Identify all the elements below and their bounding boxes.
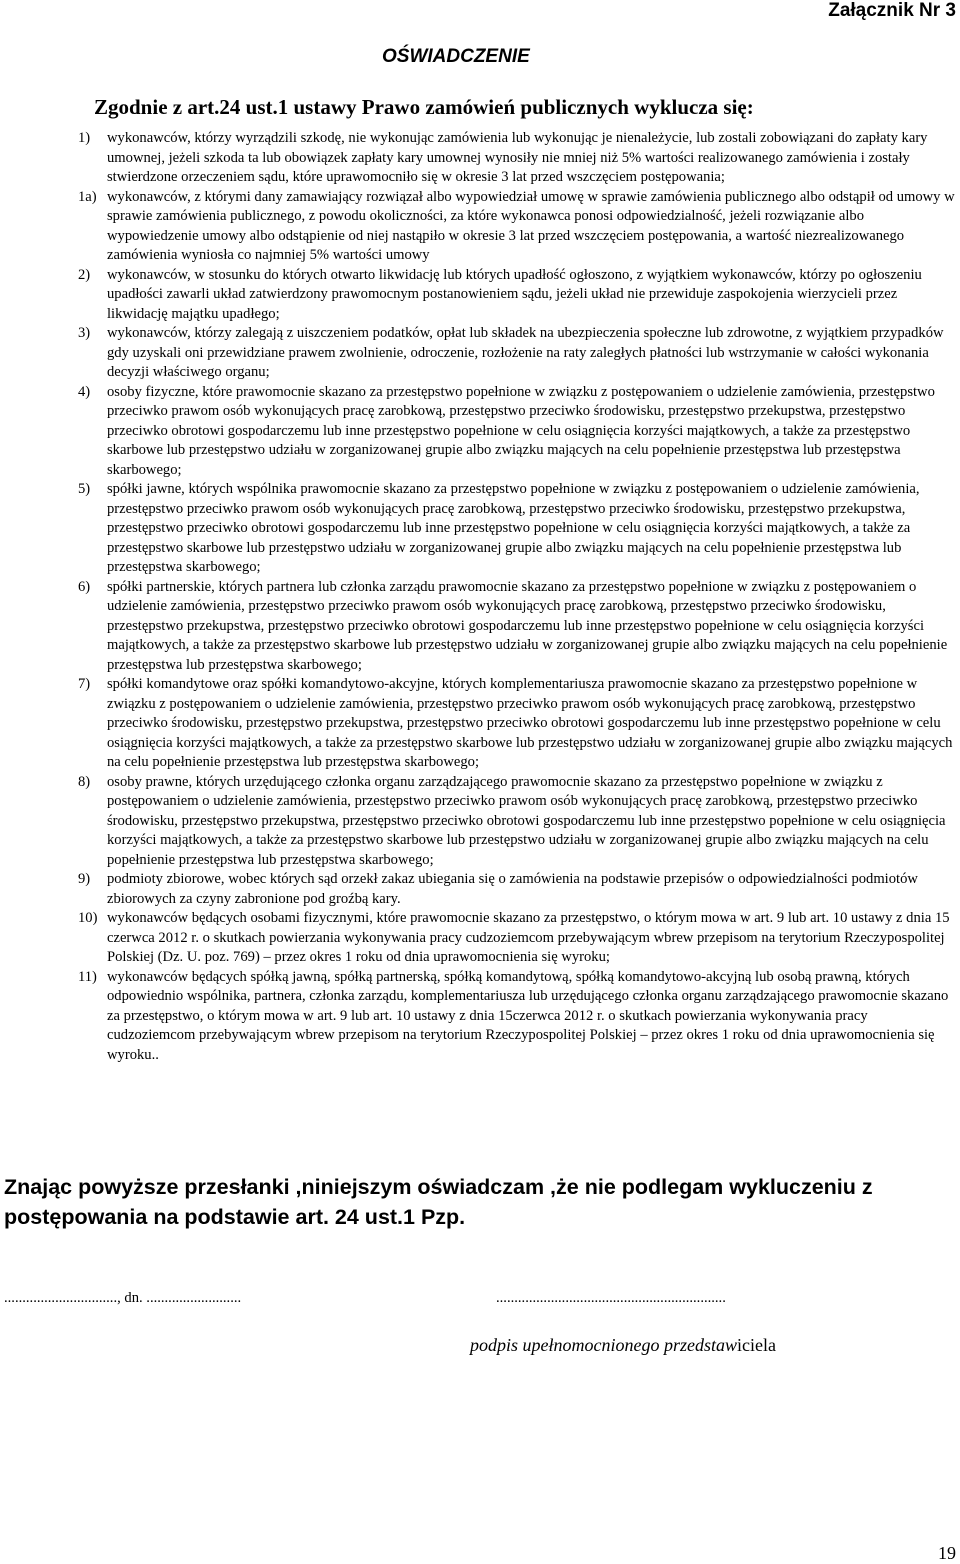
item-number: 11) xyxy=(78,968,97,985)
item-number: 4) xyxy=(78,383,91,400)
item-text: wykonawców, w stosunku do których otwarto likwidację lub których upadłość ogłoszono, z wyjątkiem wykonawców, którzy po ogłoszeniu upadłości zawarli układ zatwierdzony prawomocnym postanowieniem sądu, jeżeli układ nie przewiduje zaspokojenia wierzycieli przez likwidację majątku upadłego; xyxy=(107,266,922,322)
attachment-label: Załącznik Nr 3 xyxy=(828,0,956,21)
item-text: spółki jawne, których wspólnika prawomocnie skazano za przestępstwo popełnione w związku z postępowaniem o udzielenie zamówienia, przestępstwo przeciwko prawom osób wykonujących pracę zarobkową, przestępstwo przeciwko środowisku, przestępstwo przekupstwa, przestępstwo przeciwko obrotowi gospodarczemu lub inne przestępstwo popełnione w celu osiągnięcia korzyści majątkowych, a także za przestępstwo skarbowe lub przestępstwo udziału w zorganizowanej grupie albo związku mających na celu popełnienie przestępstwa lub przestępstwa skarbowego; xyxy=(107,481,920,575)
list-item xyxy=(78,383,958,481)
item-number: 2) xyxy=(78,266,91,283)
item-number: 1a) xyxy=(78,188,97,205)
signature-caption-normal: iciela xyxy=(737,1335,776,1355)
list-item xyxy=(78,968,958,1066)
item-number: 7) xyxy=(78,676,91,692)
list-item xyxy=(78,188,958,266)
item-text: wykonawców będących spółką jawną, spółką partnerską, spółką komandytową, spółką komandytowo-akcyjną lub osobą prawną, których odpowiednio wspólnika, partnera, członka zarządu, komplementariusza lub urzędującego członka organu zarządzającego prawomocnie skazano za przestępstwo, o którym mowa w art. 9 lub art. 10 ustawy z dnia 15czerwca 2012 r. o skutkach powierzania wykonywania pracy cudzoziemcom przebywającym wbrew przepisom na terytorium Rzeczypospolitej Polskiej – przez okres 1 roku od dnia uprawomocnienia się wyroku.. xyxy=(107,968,949,1063)
item-number: 10) xyxy=(78,910,98,926)
list-item xyxy=(78,266,958,325)
declaration-statement: Znając powyższe przesłanki ,niniejszym oświadczam ,że nie podlegam wykluczeniu z postępowania na podstawie art. 24 ust.1 Pzp. xyxy=(4,1175,873,1229)
list-item xyxy=(78,773,958,871)
item-text: spółki komandytowe oraz spółki komandytowo-akcyjne, których komplementariusza prawomocnie skazano za przestępstwo popełnione w związku z postępowaniem o udzielenie zamówienia, przestępstwo przeciwko prawom osób wykonujących pracę zarobkową, przestępstwo przeciwko środowisku, przestępstwo przekupstwa, przestępstwo przeciwko obrotowi gospodarczemu lub inne przestępstwo popełnione w celu osiągnięcia korzyści majątkowych, a także za przestępstwo skarbowe lub przestępstwo udziału w zorganizowanej grupie albo związku mających na celu popełnienie przestępstwa lub przestępstwa skarbowego; xyxy=(107,676,953,770)
exclusion-list xyxy=(78,129,958,1065)
list-item xyxy=(78,129,958,188)
item-text: spółki partnerskie, których partnera lub członka zarządu prawomocnie skazano za przestępstwo popełnione w związku z postępowaniem o udzielenie zamówienia, przestępstwo przeciwko prawom osób wykonujących pracę zarobkową, przestępstwo przeciwko środowisku, przestępstwo przekupstwa, przestępstwo przeciwko obrotowi gospodarczemu lub inne przestępstwo popełnione w celu osiągnięcia korzyści majątkowych, a także za przestępstwo skarbowe lub przestępstwo udziału w zorganizowanej grupie albo związku mających na celu popełnienie przestępstwa lub przestępstwa skarbowego; xyxy=(107,578,948,673)
list-item xyxy=(78,578,958,676)
item-text: wykonawców będących osobami fizycznymi, które prawomocnie skazano za przestępstwo, o którym mowa w art. 9 lub art. 10 ustawy z dnia 15 czerwca 2012 r. o skutkach powierzania wykonywania pracy cudzoziemcom przebywającym wbrew przepisom na terytorium Rzeczypospolitej Polskiej (Dz. U. poz. 769) – przez okres 1 roku od dnia uprawomocnienia się wyroku; xyxy=(107,910,950,965)
document-title: OŚWIADCZENIE xyxy=(382,46,530,67)
signature-line: ............................................................... xyxy=(496,1290,726,1306)
document-heading: Zgodnie z art.24 ust.1 ustawy Prawo zamówień publicznych wyklucza się: xyxy=(94,95,754,119)
list-item xyxy=(78,675,958,773)
list-item xyxy=(78,324,958,383)
item-text: osoby prawne, których urzędującego członka organu zarządzającego prawomocnie skazano za przestępstwo popełnione w związku z postępowaniem o udzielenie zamówienia, przestępstwo przeciwko prawom osób wykonujących pracę zarobkową, przestępstwo przeciwko środowisku, przestępstwo przekupstwa, przestępstwo przeciwko obrotowi gospodarczemu lub inne przestępstwo popełnione w celu osiągnięcia korzyści majątkowych, a także za przestępstwo skarbowe lub przestępstwo udziału w zorganizowanej grupie albo związku mających na celu popełnienie przestępstwa lub przestępstwa skarbowego; xyxy=(107,773,946,868)
list-item xyxy=(78,480,958,578)
item-text: podmioty zbiorowe, wobec których sąd orzekł zakaz ubiegania się o zamówienia na podstawie przepisów o odpowiedzialności podmiotów zbiorowych za czyny zabronione pod groźbą kary. xyxy=(107,871,918,907)
item-text: wykonawców, z którymi dany zamawiający rozwiązał albo wypowiedział umowę w sprawie zamówienia publicznego albo odstąpił od umowy w sprawie zamówienia publicznego, z powodu okoliczności, za które wykonawca ponosi odpowiedzialność, jeżeli rozwiązanie albo wypowiedzenie umowy albo odstąpienie od niej nastąpiło w okresie 3 lat przed wszczęciem postępowania, a wartość niezrealizowanego zamówienia wyniosła co najmniej 5% wartości umowy xyxy=(107,188,955,263)
list-item xyxy=(78,870,958,909)
item-number: 6) xyxy=(78,578,91,595)
list-item xyxy=(78,909,958,968)
item-number: 3) xyxy=(78,325,91,341)
item-number: 1) xyxy=(78,130,91,146)
signature-caption xyxy=(470,1335,776,1356)
item-number: 5) xyxy=(78,481,91,497)
item-text: osoby fizyczne, które prawomocnie skazano za przestępstwo popełnione w związku z postępowaniem o udzielenie zamówienia, przestępstwo przeciwko prawom osób wykonujących pracę zarobkową, przestępstwo przeciwko środowisku, przestępstwo przekupstwa, przestępstwo przeciwko obrotowi gospodarczemu lub inne przestępstwo popełnione w celu osiągnięcia korzyści majątkowych, a także za przestępstwo skarbowe lub przestępstwo udziału w zorganizowanej grupie albo związku mających na celu popełnienie przestępstwa lub przestępstwa skarbowego; xyxy=(107,383,935,478)
place-date-field: ..............................., dn. .......................... xyxy=(4,1290,242,1306)
item-number: 8) xyxy=(78,773,91,790)
page-number: 19 xyxy=(938,1543,956,1563)
signature-caption-italic: podpis upełnomocnionego przedstaw xyxy=(470,1335,737,1355)
item-number: 9) xyxy=(78,871,91,887)
item-text: wykonawców, którzy wyrządzili szkodę, nie wykonując zamówienia lub wykonując je nienależycie, lub zostali zobowiązani do zapłaty kary umownej, jeżeli szkoda ta lub obowiązek zapłaty kary umownej wynosiły nie mniej niż 5% wartości realizowanego zamówienia i zostały stwierdzone orzeczeniem sądu, które uprawomocniło się w okresie 3 lat przed wszczęciem postępowania; xyxy=(107,130,928,185)
item-text: wykonawców, którzy zalegają z uiszczeniem podatków, opłat lub składek na ubezpieczenia społeczne lub zdrowotne, z wyjątkiem przypadków gdy uzyskali oni przewidziane prawem zwolnienie, odroczenie, rozłożenie na raty zaległych płatności lub wstrzymanie w całości wykonania decyzji właściwego organu; xyxy=(107,325,944,380)
